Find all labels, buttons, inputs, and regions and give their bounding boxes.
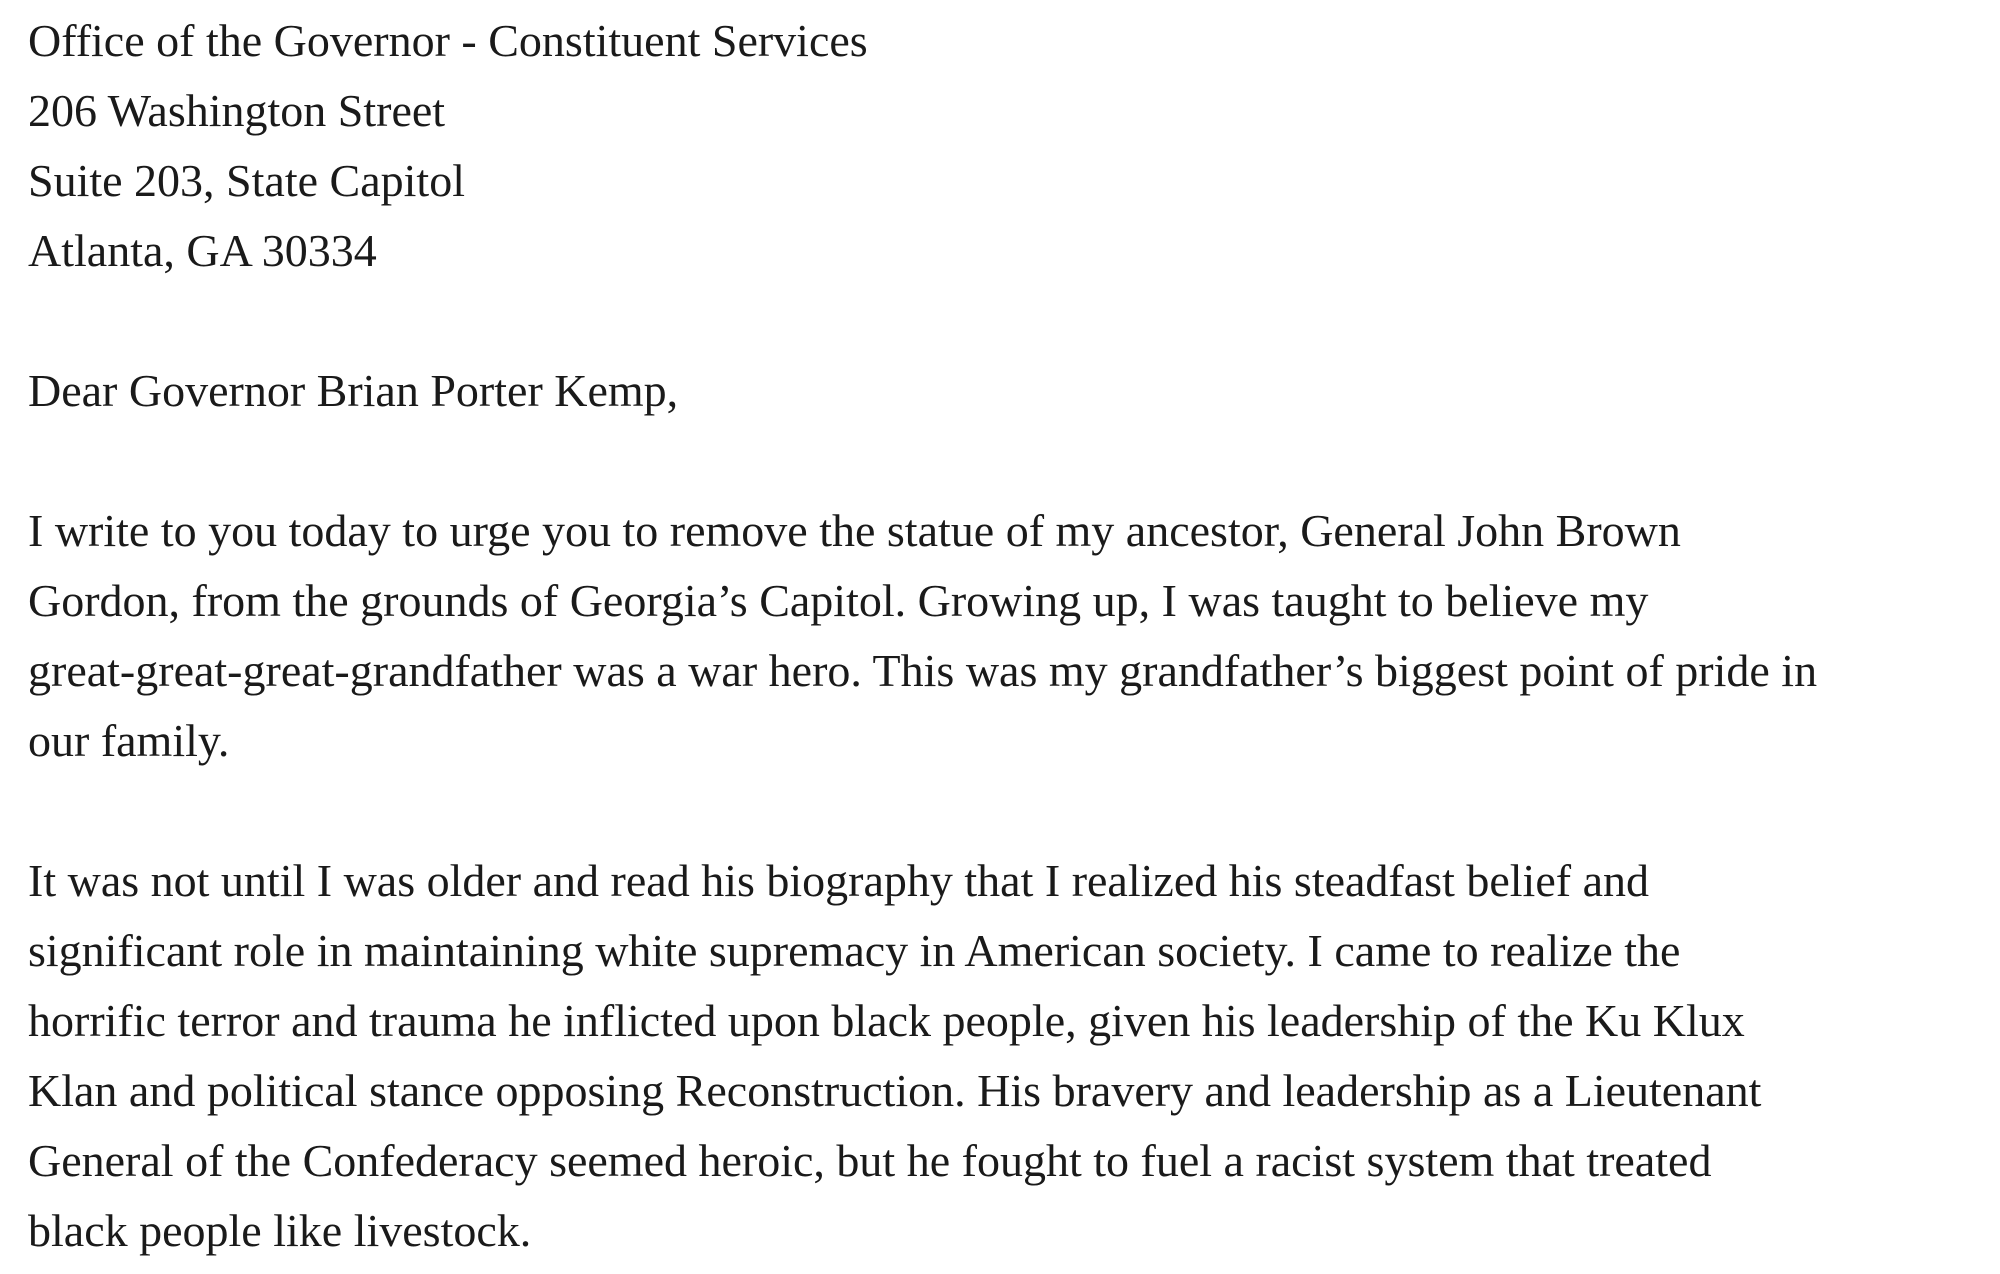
paragraph-1	[28, 496, 1988, 776]
paragraph-line: I write to you today to urge you to remove the statue of my ancestor, General John Brown	[28, 505, 1681, 556]
paragraph-line: It was not until I was older and read his biography that I realized his steadfast belief and	[28, 855, 1649, 906]
paragraph-line: great-great-great-grandfather was a war hero. This was my grandfather’s biggest point of pride in	[28, 645, 1818, 696]
letter-page	[28, 6, 1988, 1266]
paragraph-line: horrific terror and trauma he inflicted upon black people, given his leadership of the Ku Klux	[28, 995, 1745, 1046]
address-line-street: 206 Washington Street	[28, 85, 446, 136]
paragraph-line: Klan and political stance opposing Reconstruction. His bravery and leadership as a Lieutenant	[28, 1065, 1762, 1116]
paragraph-line: Gordon, from the grounds of Georgia’s Capitol. Growing up, I was taught to believe my	[28, 575, 1649, 626]
recipient-address	[28, 6, 1988, 286]
paragraph-line: our family.	[28, 715, 230, 766]
address-line-city: Atlanta, GA 30334	[28, 225, 377, 276]
paragraph-line: significant role in maintaining white supremacy in American society. I came to realize the	[28, 925, 1681, 976]
salutation: Dear Governor Brian Porter Kemp,	[28, 365, 679, 416]
address-line-office: Office of the Governor - Constituent Services	[28, 15, 868, 66]
address-line-suite: Suite 203, State Capitol	[28, 155, 465, 206]
paragraph-line: General of the Confederacy seemed heroic, but he fought to fuel a racist system that treated	[28, 1135, 1712, 1186]
paragraph-line: black people like livestock.	[28, 1205, 532, 1256]
paragraph-2	[28, 846, 1988, 1266]
